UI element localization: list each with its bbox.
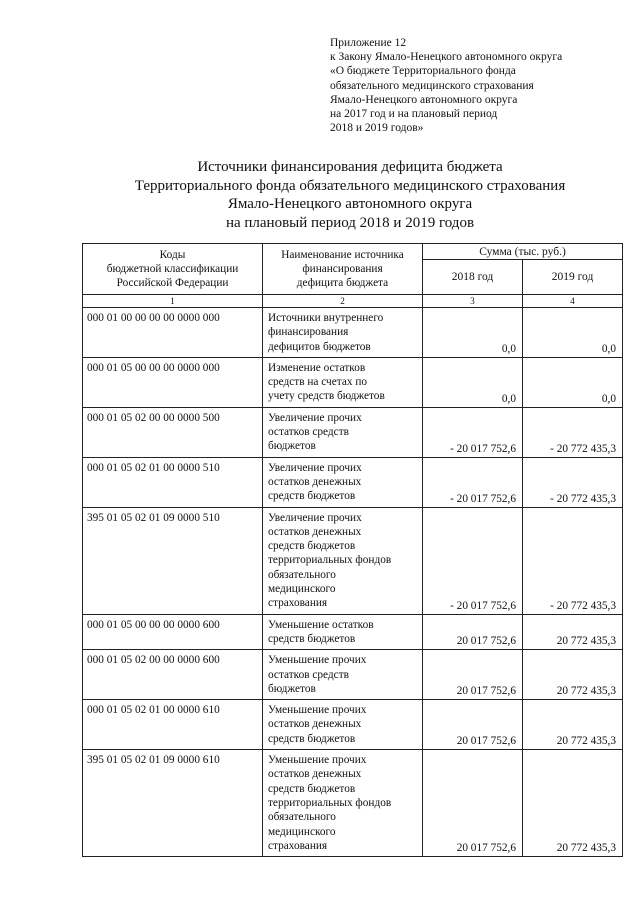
header-name-line: Наименование источника — [281, 249, 404, 261]
appendix-line: к Закону Ямало-Ненецкого автономного округа — [330, 51, 563, 64]
row-value-2019: - 20 772 435,3 — [523, 507, 623, 614]
table-row — [83, 308, 623, 358]
row-name — [263, 700, 423, 750]
row-value-2018: 20 017 752,6 — [423, 750, 523, 857]
appendix-note — [330, 36, 620, 135]
row-name-line: бюджетов — [268, 440, 316, 453]
header-codes — [83, 244, 263, 295]
row-name-line: средств бюджетов — [268, 490, 356, 503]
row-name-line: Изменение остатков — [268, 361, 366, 374]
row-name-line: остатков денежных — [268, 718, 362, 731]
row-code: 000 01 05 02 01 00 0000 610 — [83, 700, 263, 750]
header-codes-line: Коды — [159, 249, 186, 261]
row-name-line: Источники внутреннего — [268, 312, 384, 324]
row-name-line: остатков денежных — [268, 768, 362, 781]
row-name-line: обязательного — [268, 811, 336, 824]
row-name-line: средств бюджетов — [268, 782, 356, 795]
row-name-line: Уменьшение остатков — [268, 618, 374, 631]
row-value-2019: - 20 772 435,3 — [523, 457, 623, 507]
row-name-line: средств бюджетов — [268, 632, 356, 645]
header-2019: 2019 год — [523, 260, 623, 295]
row-name-line: медицинского — [268, 583, 336, 596]
row-name-line: Увеличение прочих — [268, 511, 362, 524]
header-name-line: финансирования — [302, 263, 383, 275]
col-number-4: 4 — [523, 295, 623, 308]
row-name — [263, 457, 423, 507]
row-name-line: страхования — [268, 839, 328, 852]
col-number-3: 3 — [423, 295, 523, 308]
header-sum: Сумма (тыс. руб.) — [423, 244, 623, 260]
row-name-line: средств бюджетов — [268, 732, 356, 745]
appendix-line: на 2017 год и на плановый период — [330, 108, 498, 121]
row-code: 395 01 05 02 01 09 0000 510 — [83, 507, 263, 614]
row-name — [263, 407, 423, 457]
title-line: Территориального фонда обязательного медицинского страхования — [134, 177, 566, 194]
row-value-2018: 20 017 752,6 — [423, 700, 523, 750]
row-value-2019: 20 772 435,3 — [523, 614, 623, 650]
row-name-line: территориальных фондов — [268, 554, 392, 567]
table-row — [83, 614, 623, 650]
row-name-line: территориальных фондов — [268, 796, 392, 809]
row-value-2019: 20 772 435,3 — [523, 700, 623, 750]
row-value-2018: - 20 017 752,6 — [423, 457, 523, 507]
header-name — [263, 244, 423, 295]
row-value-2018: 0,0 — [423, 357, 523, 407]
row-name-line: финансирования — [268, 326, 349, 339]
row-code: 000 01 05 00 00 00 0000 000 — [83, 357, 263, 407]
row-name — [263, 507, 423, 614]
row-value-2018: - 20 017 752,6 — [423, 507, 523, 614]
row-name — [263, 650, 423, 700]
row-name-line: учету средств бюджетов — [268, 390, 385, 403]
table-row — [83, 407, 623, 457]
table-row — [83, 750, 623, 857]
header-name-line: дефицита бюджета — [296, 277, 389, 289]
row-code: 000 01 05 00 00 00 0000 600 — [83, 614, 263, 650]
row-name-line: Уменьшение прочих — [268, 654, 367, 667]
row-value-2019: - 20 772 435,3 — [523, 407, 623, 457]
row-name-line: остатков денежных — [268, 475, 362, 488]
row-name-line: медицинского — [268, 825, 336, 838]
row-name-line: средств бюджетов — [268, 540, 356, 553]
row-value-2019: 0,0 — [523, 357, 623, 407]
row-name-line: страхования — [268, 597, 328, 610]
row-name-line: Увеличение прочих — [268, 411, 362, 424]
row-value-2018: 20 017 752,6 — [423, 614, 523, 650]
row-code: 000 01 05 02 00 00 0000 600 — [83, 650, 263, 700]
table-row — [83, 700, 623, 750]
row-name-line: Уменьшение прочих — [268, 754, 367, 767]
header-codes-line: Российской Федерации — [116, 277, 229, 289]
appendix-line: Приложение 12 — [330, 37, 407, 49]
document-title — [60, 158, 640, 232]
row-value-2019: 20 772 435,3 — [523, 750, 623, 857]
appendix-line: Ямало-Ненецкого автономного округа — [330, 93, 518, 106]
header-2018: 2018 год — [423, 260, 523, 295]
title-line: на плановый период 2018 и 2019 годов — [225, 214, 475, 231]
row-name-line: обязательного — [268, 568, 336, 581]
row-name — [263, 614, 423, 650]
row-name-line: дефицитов бюджетов — [268, 340, 371, 353]
row-name-line: Уменьшение прочих — [268, 704, 367, 717]
row-name — [263, 357, 423, 407]
row-name-line: бюджетов — [268, 682, 316, 695]
col-number-2: 2 — [263, 295, 423, 308]
row-name — [263, 750, 423, 857]
row-value-2018: 20 017 752,6 — [423, 650, 523, 700]
appendix-line: «О бюджете Территориального фонда — [330, 65, 516, 78]
title-line: Ямало-Ненецкого автономного округа — [227, 196, 473, 212]
row-name-line: остатков средств — [268, 426, 349, 439]
row-name-line: Увеличение прочих — [268, 461, 362, 474]
row-code: 000 01 05 02 01 00 0000 510 — [83, 457, 263, 507]
row-value-2019: 0,0 — [523, 308, 623, 358]
row-value-2018: 0,0 — [423, 308, 523, 358]
appendix-line: 2018 и 2019 годов» — [330, 122, 424, 135]
header-codes-line: бюджетной классификации — [106, 263, 239, 275]
table-row — [83, 457, 623, 507]
table-row — [83, 650, 623, 700]
row-name-line: остатков денежных — [268, 525, 362, 538]
table-row — [83, 507, 623, 614]
row-value-2018: - 20 017 752,6 — [423, 407, 523, 457]
row-value-2019: 20 772 435,3 — [523, 650, 623, 700]
financing-sources-table — [82, 243, 623, 857]
row-code: 000 01 05 02 00 00 0000 500 — [83, 407, 263, 457]
row-code: 000 01 00 00 00 00 0000 000 — [83, 308, 263, 358]
col-number-1: 1 — [83, 295, 263, 308]
table-row — [83, 357, 623, 407]
appendix-line: обязательного медицинского страхования — [330, 79, 534, 92]
row-code: 395 01 05 02 01 09 0000 610 — [83, 750, 263, 857]
title-line: Источники финансирования дефицита бюджета — [197, 159, 503, 175]
row-name-line: средств на счетах по — [268, 376, 368, 389]
row-name-line: остатков средств — [268, 668, 349, 681]
row-name — [263, 308, 423, 358]
